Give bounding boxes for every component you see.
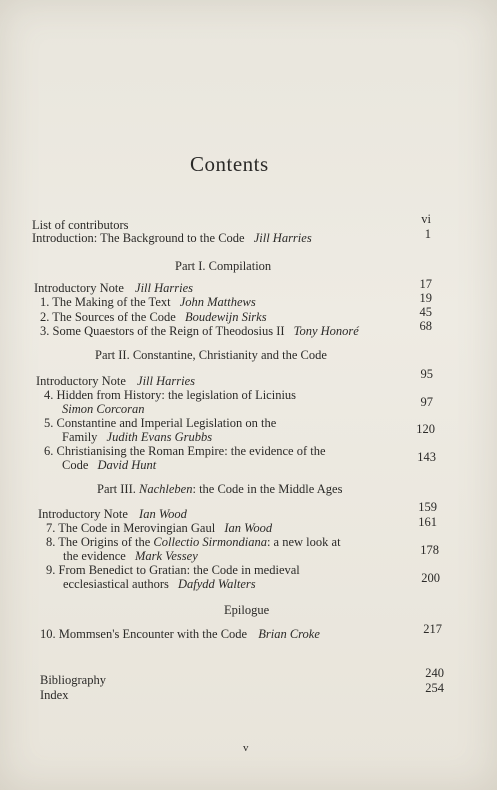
- entry-author: Jill Harries: [135, 281, 194, 295]
- toc-entry-introduction: [32, 231, 312, 246]
- entry-author: David Hunt: [97, 458, 157, 472]
- entry-author: Jill Harries: [253, 231, 312, 245]
- toc-entry: [44, 388, 296, 403]
- part-heading-italic: Nachleben: [139, 482, 193, 496]
- entry-label: Introductory Note: [34, 281, 124, 295]
- entry-label-rest: : a new look at: [266, 535, 341, 549]
- toc-entry-continued: [63, 549, 198, 564]
- page-number: 19: [419, 291, 432, 305]
- entry-author: Ian Wood: [139, 507, 187, 521]
- toc-entry: [40, 310, 267, 325]
- toc-entry: [36, 374, 195, 389]
- toc-entry: [40, 295, 256, 310]
- toc-entry-continued: [62, 458, 156, 473]
- entry-author: Brian Croke: [258, 627, 320, 641]
- page-number: 161: [418, 515, 437, 529]
- page-number: 240: [425, 666, 444, 680]
- entry-label-continued: the evidence: [63, 549, 126, 563]
- entry-number: 4.: [44, 388, 54, 402]
- entry-label: From Benedict to Gratian: the Code in medieval: [58, 563, 300, 577]
- entry-author: John Matthews: [179, 295, 256, 309]
- folio: v: [243, 742, 249, 754]
- toc-entry: [40, 627, 320, 642]
- page-number: 254: [425, 681, 444, 695]
- entry-number: 10.: [40, 627, 56, 641]
- entry-author: Tony Honoré: [293, 324, 359, 338]
- part-heading-rest: : the Code in the Middle Ages: [192, 482, 343, 496]
- toc-entry: [44, 416, 276, 431]
- toc-entry-bibliography: Bibliography: [40, 673, 106, 687]
- toc-entry: [40, 324, 359, 339]
- part-heading-label: Part III.: [97, 482, 136, 496]
- entry-label: Introductory Note: [36, 374, 126, 388]
- toc-entry: [44, 444, 326, 459]
- entry-label: Christianising the Roman Empire: the evidence of the: [56, 444, 326, 458]
- toc-entry: [46, 563, 300, 578]
- entry-author: Jill Harries: [137, 374, 196, 388]
- entry-label: Constantine and Imperial Legislation on the: [56, 416, 277, 430]
- page-number: 97: [420, 395, 433, 409]
- entry-label-continued: ecclesiastical authors: [63, 577, 169, 591]
- page-number: 120: [416, 422, 435, 436]
- entry-label-continued: Family: [62, 430, 98, 444]
- page-number: 68: [419, 319, 432, 333]
- toc-entry: [46, 535, 341, 550]
- entry-label: The Code in Merovingian Gaul: [58, 521, 216, 535]
- page-number: 200: [421, 571, 440, 585]
- entry-number: 9.: [46, 563, 56, 577]
- page-number: vi: [421, 212, 431, 226]
- entry-author: Simon Corcoran: [62, 402, 145, 416]
- entry-label: The Sources of the Code: [52, 310, 176, 324]
- part-heading: Part II. Constantine, Christianity and the Code: [95, 348, 327, 362]
- entry-label: Introductory Note: [38, 507, 128, 521]
- entry-author: Ian Wood: [224, 521, 273, 535]
- toc-entry-continued: [63, 577, 256, 592]
- toc-entry-index: Index: [40, 688, 69, 702]
- entry-label: The Origins of the: [58, 535, 151, 549]
- entry-label-italic: Collectio Sirmondiana: [153, 535, 267, 549]
- toc-entry: [46, 521, 272, 536]
- entry-number: 1.: [40, 295, 50, 309]
- page-number: 17: [419, 277, 432, 291]
- entry-number: 2.: [40, 310, 50, 324]
- page-number: 217: [423, 622, 442, 636]
- page-number: 143: [417, 450, 436, 464]
- page-number: 1: [424, 227, 431, 241]
- toc-entry: [34, 281, 193, 296]
- entry-label: Some Quaestors of the Reign of Theodosius II: [52, 324, 285, 338]
- part-heading: Part I. Compilation: [175, 259, 272, 273]
- entry-author: Boudewijn Sirks: [184, 310, 267, 324]
- toc-entry-continued: [62, 430, 212, 445]
- page-number: 45: [419, 305, 432, 319]
- entry-number: 3.: [40, 324, 50, 338]
- entry-label: Hidden from History: the legislation of Licinius: [56, 388, 297, 402]
- part-heading: Epilogue: [224, 603, 270, 617]
- page-number: 95: [420, 367, 433, 381]
- entry-author: Mark Vessey: [134, 549, 198, 563]
- page-number: 178: [420, 543, 439, 557]
- entry-number: 5.: [44, 416, 54, 430]
- entry-author: Judith Evans Grubbs: [106, 430, 213, 444]
- page-number: 159: [418, 500, 437, 514]
- entry-label: Introduction: The Background to the Code: [32, 231, 245, 245]
- entry-number: 6.: [44, 444, 54, 458]
- entry-number: 8.: [46, 535, 56, 549]
- entry-label: The Making of the Text: [52, 295, 171, 309]
- entry-label: Mommsen's Encounter with the Code: [58, 627, 248, 641]
- page-title: Contents: [190, 152, 269, 176]
- entry-number: 7.: [46, 521, 56, 535]
- toc-entry: [38, 507, 187, 522]
- entry-author: Dafydd Walters: [177, 577, 256, 591]
- entry-label: List of contributors: [32, 218, 129, 232]
- part-heading: [97, 482, 342, 497]
- entry-label-continued: Code: [62, 458, 89, 472]
